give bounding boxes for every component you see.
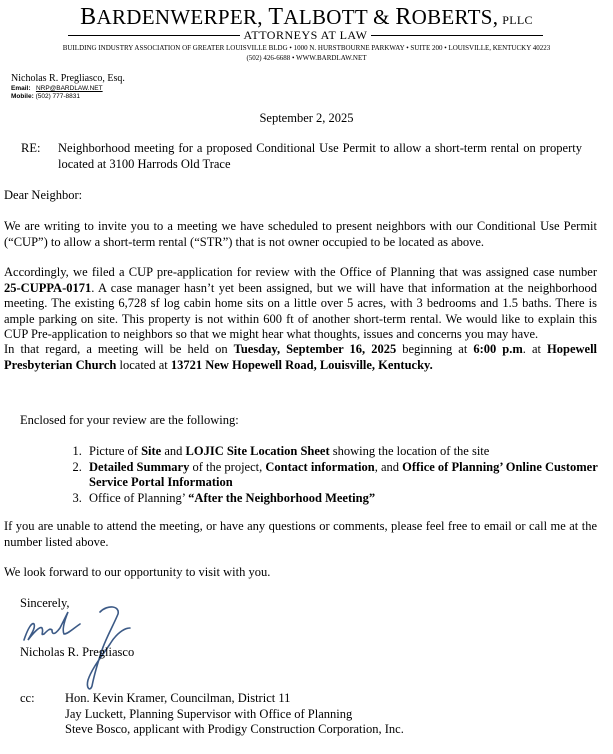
paragraph-closing: We look forward to our opportunity to visit with you. — [4, 565, 271, 579]
cc-recipient: Jay Luckett, Planning Supervisor with Office of Planning — [65, 706, 353, 721]
paragraph-invitation: We are writing to invite you to a meeting we have scheduled to present neighbors with our Conditional Use Permit (“CUP”) to allow a short-term rental (“STR”) that is not owner occupied to be located as above. — [4, 219, 597, 249]
meeting-date: Tuesday, September 16, 2025 — [233, 342, 397, 356]
meeting-address: 13721 New Hopewell Road, Louisville, Kentucky. — [170, 357, 433, 372]
paragraph-meeting: In that regard, a meeting will be held on Tuesday, September 16, 2025 beginning at 6:00 p.m. at Hopewell Presbyterian Church located at 13721 New Hopewell Road, Louisville, Kentucky. — [4, 342, 598, 372]
list-item: 1. Picture of Site and LOJIC Site Location Sheet showing the location of the site — [85, 444, 613, 460]
attorneys-subtitle: ATTORNEYS AT LAW — [243, 27, 368, 42]
cc-recipient: Hon. Kevin Kramer, Councilman, District 11 — [65, 691, 291, 705]
address-line: BUILDING INDUSTRY ASSOCIATION OF GREATER LOUISVILLE BLDG • 1000 N. HURSTBOURNE PARKWAY • SUITE 200 • LOUISVILLE, KENTUCKY 40223 — [62, 44, 551, 52]
cc-label: cc: — [20, 691, 35, 705]
list-item: 3. Office of Planning’ “After the Neighborhood Meeting” — [85, 491, 613, 507]
sender-name: Nicholas R. Pregliasco, Esq. — [11, 73, 125, 84]
re-label: RE: — [21, 141, 41, 155]
signer-name: Nicholas R. Pregliasco — [20, 645, 135, 659]
mobile-number: (502) 777-8831 — [35, 93, 81, 100]
cc-list — [65, 691, 404, 738]
enclosures-list — [60, 444, 613, 506]
divider — [68, 35, 240, 36]
email-link[interactable]: NRP@BARDLAW.NET — [35, 85, 103, 92]
email-label: Email: — [11, 85, 31, 92]
letterhead-address — [0, 43, 613, 63]
mobile-label: Mobile: — [11, 93, 34, 100]
firm-name: BARDENWERPER, TALBOTT & ROBERTS, PLLC — [80, 4, 533, 30]
enclosed-intro: Enclosed for your review are the following: — [20, 413, 239, 427]
re-subject: Neighborhood meeting for a proposed Conditional Use Permit to allow a short-term rental on property located at 3100 Harrods Old Trace — [58, 141, 582, 171]
paragraph-application: Accordingly, we filed a CUP pre-application for review with the Office of Planning that was assigned case number 25-CUPPA-0171. A case manager hasn’t yet been assigned, but we will have that information at the neighborhood meeting. The existing 6,728 sf log cabin home sits on a little over 5 acres, with 3 bedrooms and 1.5 baths. There is ample parking on site. This property is not within 600 ft of another short-term rental. We would like to explain this CUP Pre-application to neighbors so that we might hear what thoughts, issues and concerns you may have. — [4, 265, 597, 341]
closing: Sincerely, — [20, 596, 70, 610]
case-number: 25-CUPPA-0171 — [4, 280, 92, 295]
meeting-place: Hopewell Presbyterian Church — [4, 342, 598, 372]
letter-date: September 2, 2025 — [259, 111, 354, 125]
salutation: Dear Neighbor: — [4, 188, 83, 202]
sender-contact — [11, 85, 103, 101]
attorneys-at-law-row — [68, 28, 543, 42]
divider — [371, 35, 543, 36]
paragraph-contact: If you are unable to attend the meeting, or have any questions or comments, please feel free to email or call me at the number listed above. — [4, 519, 597, 549]
cc-recipient: Steve Bosco, applicant with Prodigy Construction Corporation, Inc. — [65, 722, 404, 736]
phone-web-line: (502) 426-6688 • WWW.BARDLAW.NET — [246, 54, 367, 62]
meeting-time: 6:00 p.m — [473, 342, 523, 356]
list-item: 2. Detailed Summary of the project, Contact information, and Office of Planning’ Online Customer Service Portal Information — [85, 460, 613, 491]
